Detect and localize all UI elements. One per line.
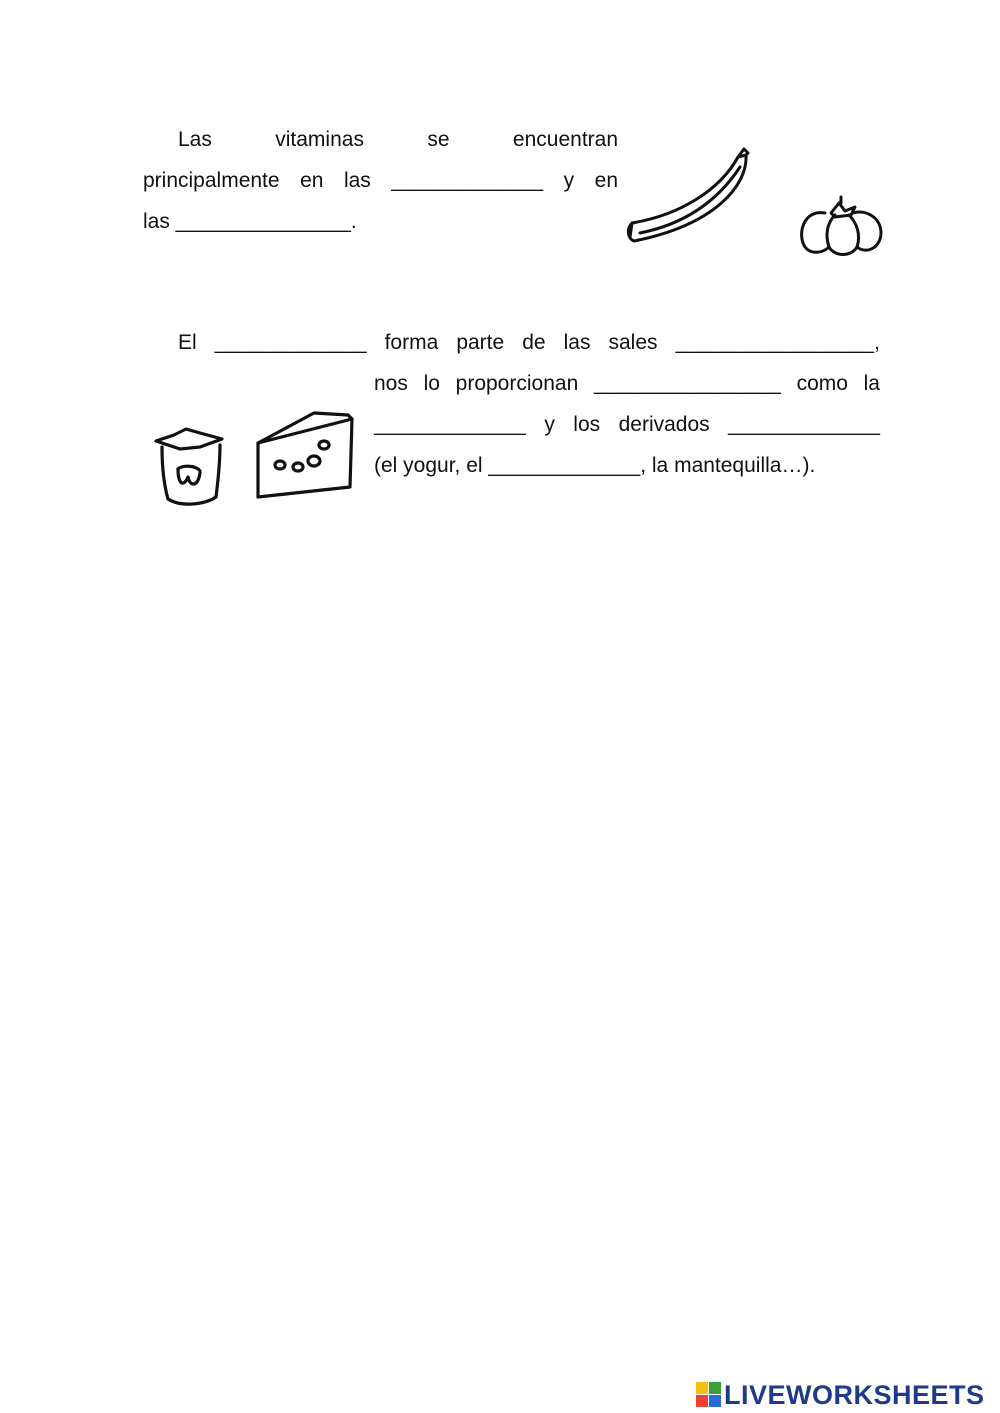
p2-line-1 (178, 331, 880, 355)
word: forma (384, 331, 439, 354)
p2-line-3 (374, 413, 880, 437)
word: la (863, 372, 880, 395)
word: y (563, 169, 575, 192)
word: El (178, 331, 197, 354)
logo-mark-icon (696, 1380, 722, 1410)
word: y (544, 413, 555, 436)
word: encuentran (512, 128, 619, 151)
p1-line-1 (178, 128, 618, 152)
blank-field[interactable]: _____________ (391, 169, 544, 192)
word: principalmente (143, 169, 280, 192)
cheese-icon (250, 405, 358, 501)
blank-field[interactable]: _________________, (675, 331, 880, 354)
word: como (796, 372, 848, 395)
blank-field[interactable]: _____________ (728, 413, 880, 436)
word: las (343, 169, 371, 192)
word: las (563, 331, 591, 354)
tomato-icon (795, 195, 887, 261)
word: nos (374, 372, 408, 395)
blank-field[interactable]: _____________ (374, 413, 526, 436)
word: en (594, 169, 618, 192)
word: parte (456, 331, 505, 354)
blank-field[interactable]: ________________ (593, 372, 781, 395)
p2-line-2 (374, 372, 880, 396)
word: lo (423, 372, 440, 395)
p2-line-4: (el yogur, el _____________, la mantequilla…). (374, 454, 816, 477)
blank-field[interactable]: _____________ (214, 331, 367, 354)
word: derivados (618, 413, 710, 436)
word: sales (608, 331, 658, 354)
word: Las (178, 128, 212, 151)
word: en (300, 169, 324, 192)
liveworksheets-logo (696, 1378, 985, 1412)
word: se (427, 128, 450, 151)
word: proporcionan (455, 372, 579, 395)
brand-text: LIVEWORKSHEETS (724, 1380, 985, 1410)
p1-line-3: las _______________. (143, 210, 357, 233)
p1-line-2 (143, 169, 618, 193)
word: vitaminas (275, 128, 364, 151)
word: los (573, 413, 601, 436)
word: de (522, 331, 546, 354)
banana-icon (620, 145, 760, 250)
yogurt-icon (150, 425, 230, 509)
